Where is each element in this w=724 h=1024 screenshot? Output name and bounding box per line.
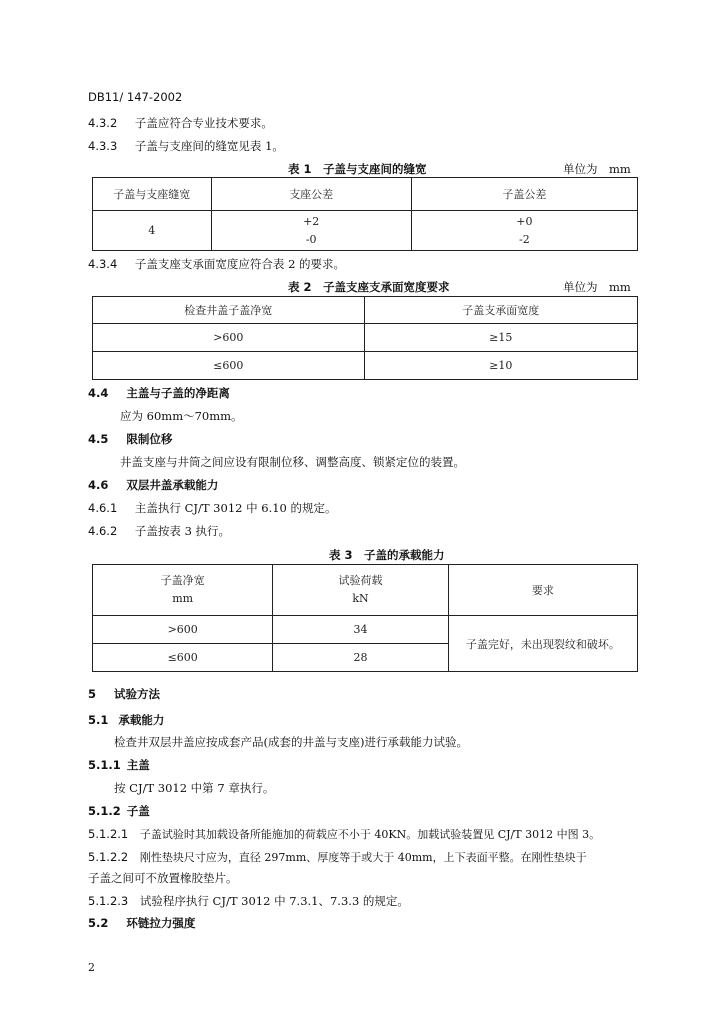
tolerance-lower: -0 [305, 232, 317, 246]
section-title: 子盖 [126, 804, 150, 818]
clause-text: 子盖与支座间的缝宽见表 1。 [134, 139, 284, 153]
section-number: 5.1.1 [88, 758, 121, 772]
section-title: 主盖 [126, 758, 150, 772]
section-4-6-heading [88, 477, 218, 493]
table-cell: 4 [93, 211, 212, 251]
table3-caption: 表 3 子盖的承载能力 [329, 548, 445, 562]
clause-5-1-2-3 [88, 893, 409, 909]
table3 [92, 564, 638, 672]
table2-caption: 表 2 子盖支座支承面宽度要求 [288, 280, 450, 294]
doc-code: DB11/ 147-2002 [88, 90, 183, 104]
clause-5-1-2-2-continued: 子盖之间可不放置橡胶垫片。 [88, 871, 238, 885]
table-row [93, 616, 638, 644]
clause-number: 5.1.2.2 [88, 850, 129, 864]
table-cell: >600 [93, 616, 273, 644]
table-cell: >600 [93, 324, 365, 352]
clause-number: 5.1.2.1 [88, 827, 129, 841]
clause-4-6-2 [88, 523, 230, 539]
table-header-row [93, 565, 638, 616]
table-row [93, 324, 638, 352]
section-number: 4.6 [88, 478, 109, 492]
table-cell [411, 211, 637, 251]
section-number: 4.5 [88, 432, 109, 446]
table-header-cell: 子盖公差 [411, 178, 637, 211]
table-header-row [93, 178, 638, 211]
section-title: 承载能力 [118, 713, 165, 727]
header-label: 试验荷载 [338, 574, 383, 587]
table2-unit: 单位为 mm [563, 280, 631, 294]
clause-number: 4.3.3 [88, 139, 118, 153]
table-header-cell: 子盖支承面宽度 [364, 297, 638, 324]
section-5-1-body: 检查井双层井盖应按成套产品(成套的井盖与支座)进行承载能力试验。 [114, 735, 468, 749]
table-cell: 34 [273, 616, 448, 644]
table-cell: ≤600 [93, 352, 365, 380]
section-5-1-1-heading [88, 757, 150, 773]
section-5-1-2-heading [88, 803, 150, 819]
section-number: 5.1.2 [88, 804, 121, 818]
clause-5-1-2-2 [88, 849, 587, 866]
table-row [93, 211, 638, 251]
table-cell: 28 [273, 644, 448, 672]
clause-5-1-2-1 [88, 826, 600, 843]
clause-number: 4.6.1 [88, 501, 118, 515]
clause-text: 主盖执行 CJ/T 3012 中 6.10 的规定。 [134, 501, 337, 515]
section-title: 双层井盖承载能力 [126, 478, 219, 492]
clause-text: 试验程序执行 CJ/T 3012 中 7.3.1、7.3.3 的规定。 [139, 894, 409, 908]
section-number: 5.1 [88, 713, 109, 727]
clause-number: 4.3.4 [88, 257, 118, 271]
section-number: 5 [88, 687, 97, 701]
section-4-4-heading [88, 385, 230, 401]
table-cell: ≤600 [93, 644, 273, 672]
header-unit: kN [352, 592, 369, 605]
page-number: 2 [88, 961, 95, 974]
tolerance-upper: +0 [516, 214, 533, 228]
header-label: 子盖净宽 [160, 574, 205, 587]
table-header-cell [93, 565, 273, 616]
table-row [93, 352, 638, 380]
table-header-cell: 子盖与支座缝宽 [93, 178, 212, 211]
section-title: 主盖与子盖的净距离 [126, 386, 230, 400]
section-5-1-heading [88, 712, 164, 728]
clause-4-3-4 [88, 256, 345, 272]
section-4-5-body: 井盖支座与井筒之间应设有限制位移、调整高度、锁紧定位的装置。 [120, 455, 465, 469]
table-header-cell: 检查井盖子盖净宽 [93, 297, 365, 324]
section-5-heading [88, 686, 160, 702]
clause-text: 子盖按表 3 执行。 [134, 524, 231, 538]
table-cell [211, 211, 411, 251]
section-5-2-heading [88, 915, 195, 931]
section-title: 环链拉力强度 [126, 916, 196, 930]
header-unit: mm [172, 592, 194, 605]
table2 [92, 296, 638, 380]
table-header-row [93, 297, 638, 324]
section-title: 试验方法 [114, 687, 161, 701]
tolerance-upper: +2 [303, 214, 320, 228]
section-number: 5.2 [88, 916, 109, 930]
clause-text: 刚性垫块尺寸应为，直径 297mm、厚度等于或大于 40mm，上下表面平整。在刚性垫块于 [139, 851, 587, 864]
table1 [92, 177, 638, 251]
section-4-4-body: 应为 60mm～70mm。 [120, 409, 243, 423]
table1-caption: 表 1 子盖与支座间的缝宽 [288, 162, 427, 176]
clause-text: 子盖应符合专业技术要求。 [134, 116, 273, 130]
clause-number: 4.3.2 [88, 116, 118, 130]
table-header-cell: 要求 [448, 565, 637, 616]
section-number: 4.4 [88, 386, 109, 400]
clause-number: 5.1.2.3 [88, 894, 129, 908]
clause-text: 子盖支座支承面宽度应符合表 2 的要求。 [134, 257, 346, 271]
table-cell: ≥10 [364, 352, 638, 380]
clause-4-3-3 [88, 138, 284, 154]
section-4-5-heading [88, 431, 172, 447]
table-header-cell: 支座公差 [211, 178, 411, 211]
table-cell: ≥15 [364, 324, 638, 352]
clause-4-6-1 [88, 500, 337, 516]
section-title: 限制位移 [126, 432, 173, 446]
clause-number: 4.6.2 [88, 524, 118, 538]
requirement-cell: 子盖完好，未出现裂纹和破坏。 [448, 616, 637, 672]
clause-text: 子盖试验时其加载设备所能施加的荷载应不小于 40KN。加载试验装置见 CJ/T 3012 中图 3。 [139, 828, 601, 841]
table-header-cell [273, 565, 448, 616]
section-5-1-1-body: 按 CJ/T 3012 中第 7 章执行。 [114, 781, 275, 795]
tolerance-lower: -2 [519, 232, 530, 246]
clause-4-3-2 [88, 115, 273, 131]
table1-unit: 单位为 mm [563, 162, 631, 176]
